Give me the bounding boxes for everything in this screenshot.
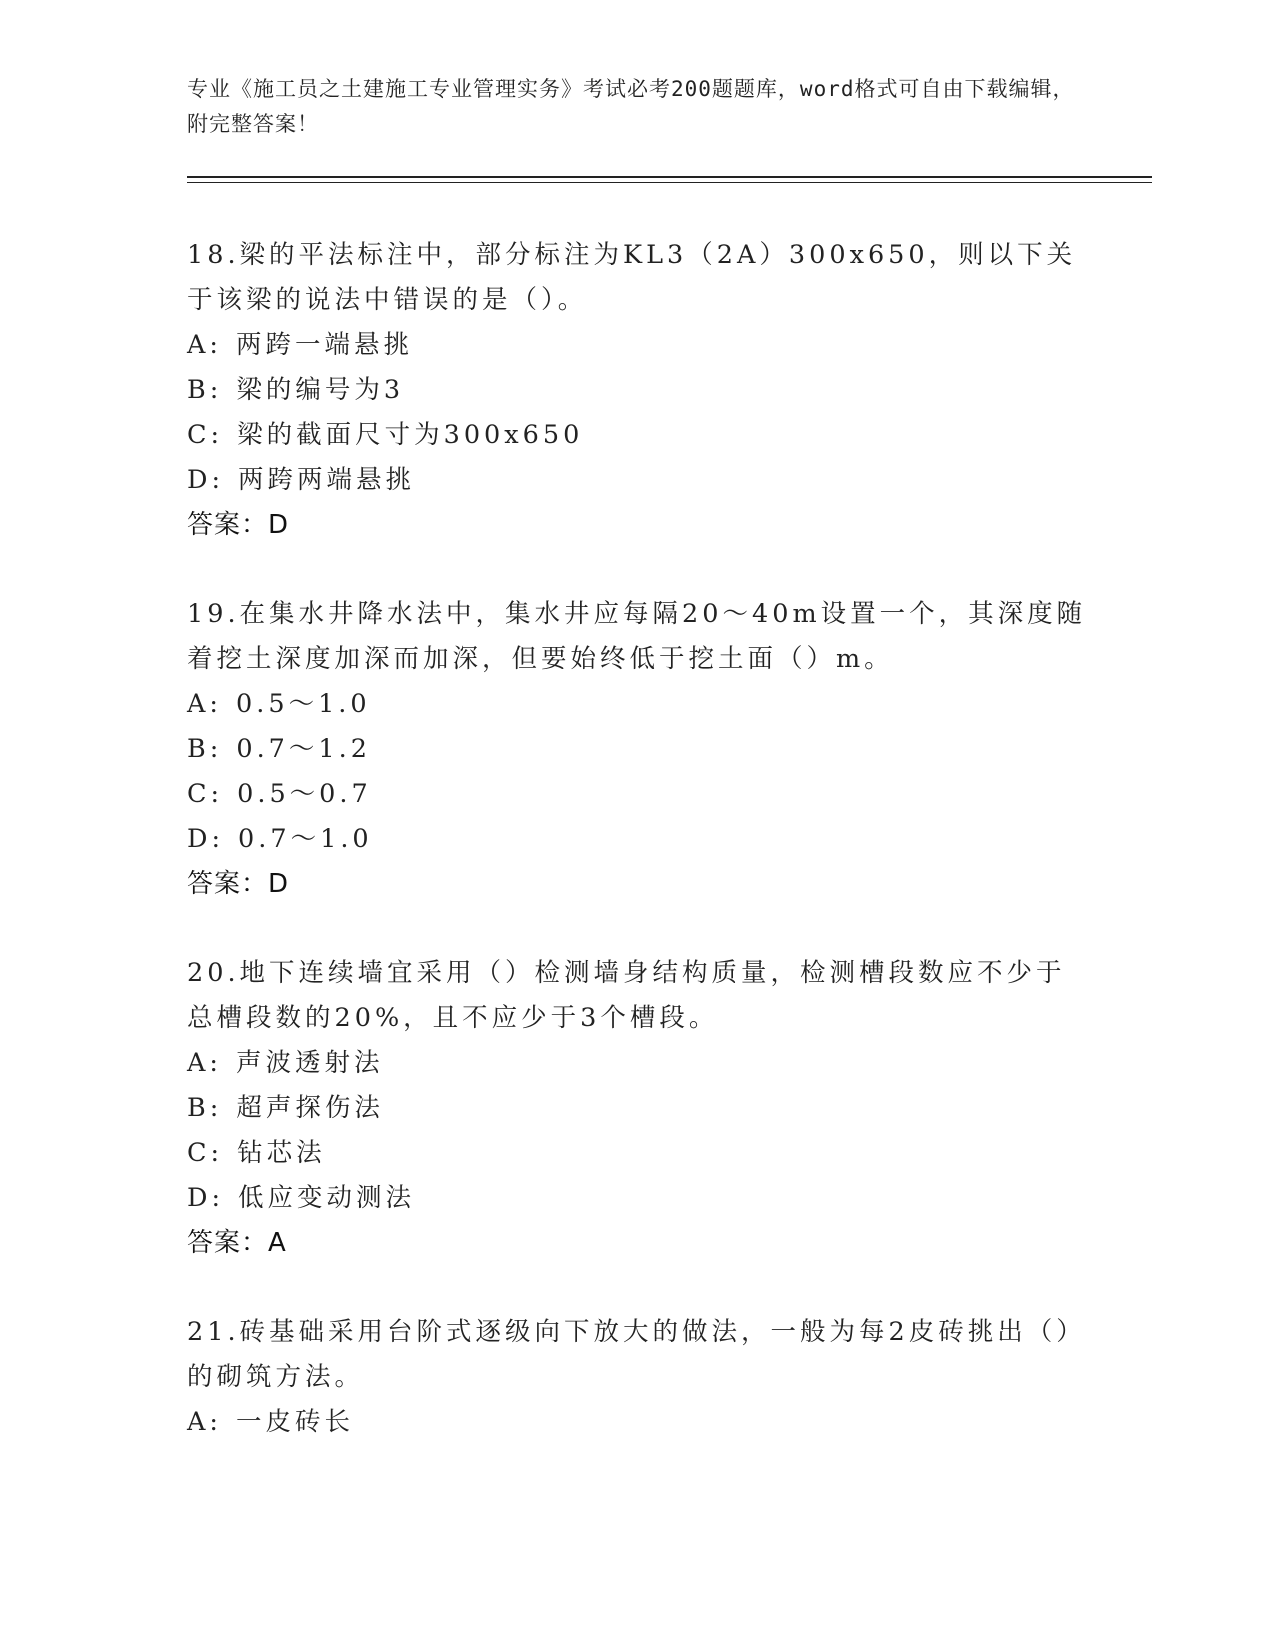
option-text: 超声探伤法 — [236, 1093, 384, 1123]
question-20 — [187, 951, 1087, 1266]
option-b — [187, 1086, 1087, 1131]
question-18 — [187, 233, 1087, 548]
question-21 — [187, 1310, 1087, 1445]
option-key: D: — [187, 465, 225, 495]
option-a — [187, 323, 1087, 368]
option-a — [187, 682, 1087, 727]
question-stem: 18.梁的平法标注中，部分标注为KL3（2A）300x650，则以下关于该梁的说法中错误的是（）。 — [187, 240, 1077, 315]
option-text: 低应变动测法 — [238, 1183, 416, 1213]
option-text: 两跨一端悬挑 — [236, 330, 414, 360]
question-stem: 21.砖基础采用台阶式逐级向下放大的做法，一般为每2皮砖挑出（）的砌筑方法。 — [187, 1317, 1086, 1392]
option-text: 0.7～1.2 — [236, 734, 371, 764]
header-divider-thin — [187, 182, 1152, 183]
option-text: 0.7～1.0 — [238, 824, 373, 854]
option-text: 0.5～0.7 — [237, 779, 372, 809]
option-d — [187, 817, 1087, 862]
option-key: D: — [187, 1183, 225, 1213]
answer-line: 答案：D — [187, 510, 290, 540]
option-key: C: — [187, 420, 224, 450]
question-stem: 20.地下连续墙宜采用（）检测墙身结构质量，检测槽段数应不少于总槽段数的20%，且不应少于3个槽段。 — [187, 958, 1066, 1033]
option-key: A: — [187, 1048, 223, 1078]
option-key: C: — [187, 1138, 224, 1168]
option-b — [187, 368, 1087, 413]
option-key: D: — [187, 824, 225, 854]
option-text: 钻芯法 — [237, 1138, 326, 1168]
option-c — [187, 413, 1087, 458]
document-header: 专业《施工员之土建施工专业管理实务》考试必考200题题库，word格式可自由下载编辑，附完整答案！ — [187, 77, 1075, 136]
option-text: 梁的截面尺寸为300x650 — [237, 420, 584, 450]
answer-line: 答案：A — [187, 1228, 287, 1258]
option-text: 梁的编号为3 — [236, 375, 405, 405]
option-text: 0.5～1.0 — [236, 689, 371, 719]
option-key: A: — [187, 1407, 223, 1437]
option-key: B: — [187, 734, 223, 764]
answer-line: 答案：D — [187, 869, 290, 899]
option-key: B: — [187, 1093, 223, 1123]
option-text: 两跨两端悬挑 — [238, 465, 416, 495]
header-divider-thick — [187, 176, 1152, 178]
option-key: C: — [187, 779, 224, 809]
option-key: B: — [187, 375, 223, 405]
option-c — [187, 1131, 1087, 1176]
option-text: 声波透射法 — [236, 1048, 384, 1078]
option-a — [187, 1400, 1087, 1445]
question-19 — [187, 592, 1087, 907]
option-b — [187, 727, 1087, 772]
question-list — [187, 233, 1087, 1489]
option-c — [187, 772, 1087, 817]
option-key: A: — [187, 689, 223, 719]
option-text: 一皮砖长 — [236, 1407, 355, 1437]
option-a — [187, 1041, 1087, 1086]
option-d — [187, 1176, 1087, 1221]
option-d — [187, 458, 1087, 503]
option-key: A: — [187, 330, 223, 360]
question-stem: 19.在集水井降水法中，集水井应每隔20～40m设置一个，其深度随着挖土深度加深而加深，但要始终低于挖土面（）m。 — [187, 599, 1087, 674]
